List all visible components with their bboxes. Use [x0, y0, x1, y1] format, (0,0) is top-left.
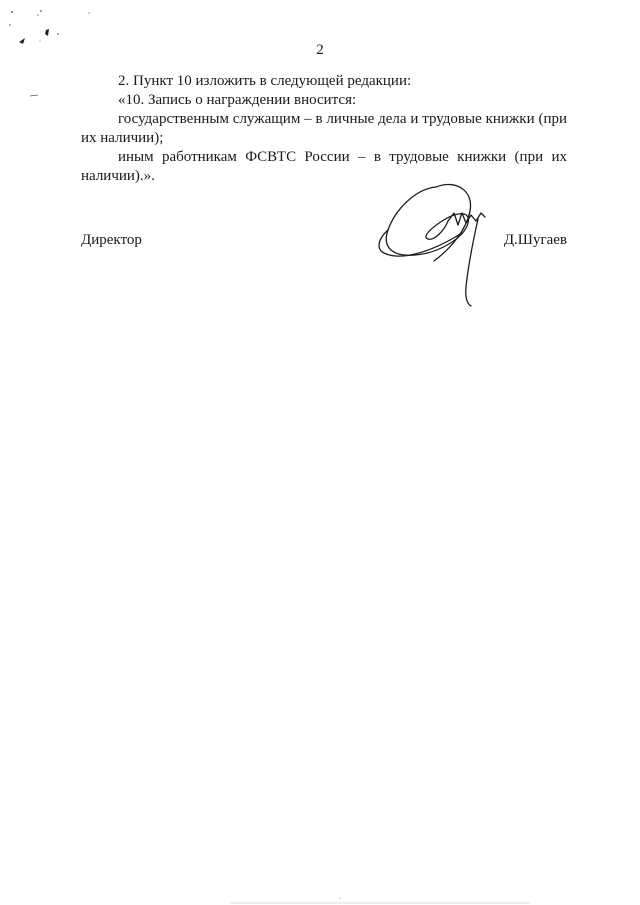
scan-bottom-edge-marks	[230, 897, 530, 905]
paragraph-amendment-intro: 2. Пункт 10 изложить в следующей редакции:	[118, 73, 412, 89]
signatory-name: Д.Шугаев	[503, 232, 567, 248]
paragraph-other-employees: иным работникам ФСВТС России – в трудовые книжки (при их наличии).».	[81, 149, 567, 184]
paragraph-civil-servants: государственным служащим – в личные дела и трудовые книжки (при их наличии);	[81, 111, 567, 146]
signatory-title: Директор	[81, 232, 142, 248]
handwritten-signature-icon	[370, 175, 500, 310]
paragraph-quoted-clause: «10. Запись о награждении вносится:	[118, 92, 357, 108]
page-number: 2	[316, 42, 324, 58]
document-body	[81, 72, 567, 186]
